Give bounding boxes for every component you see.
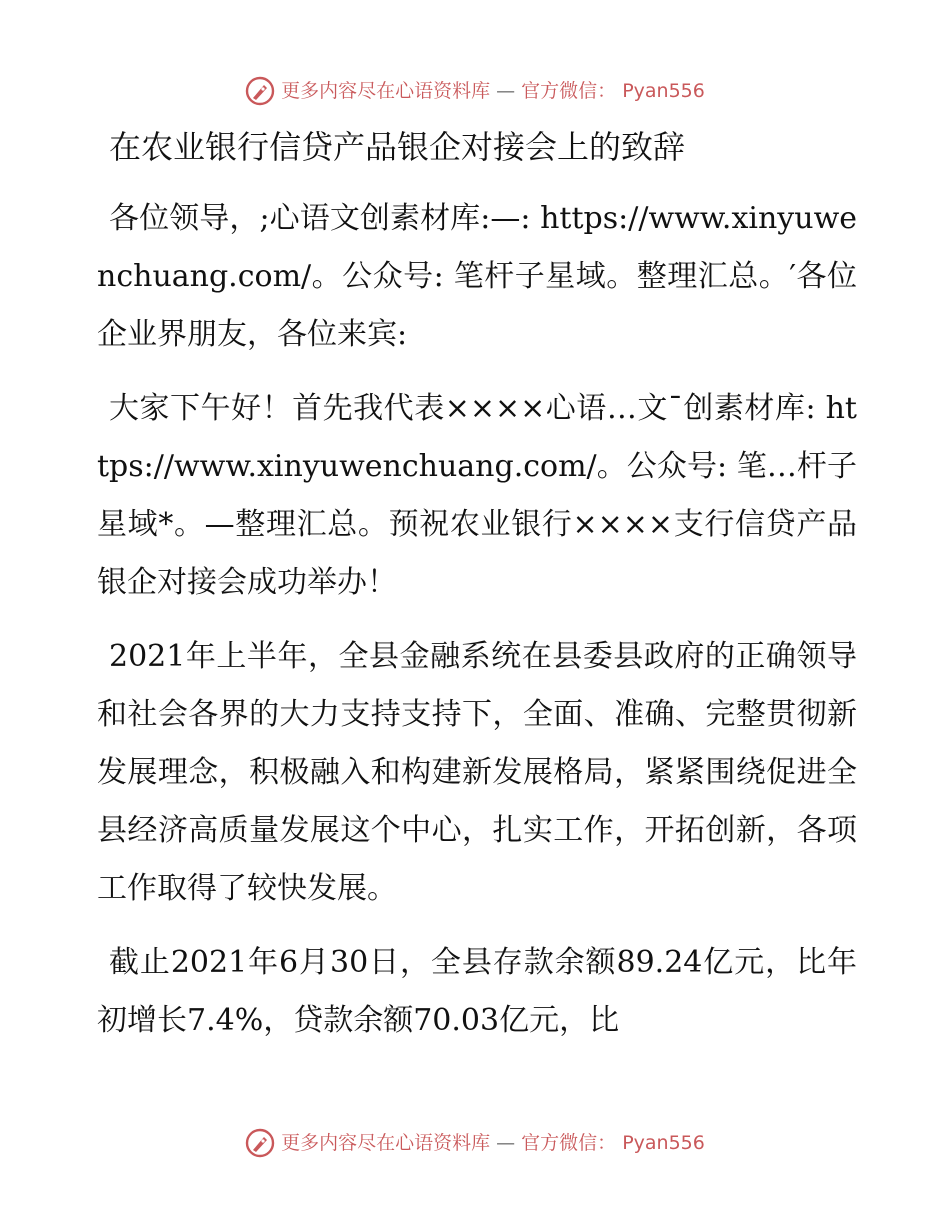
paragraph-opening: 大家下午好！首先我代表××××心语…文¯创素材库: https://www.xinyuwenchuang.com/。公众号: 笔…杆子星域*。—整理汇总。预祝农业银行××××支行信贷产品银企对接会成功举办！	[97, 391, 857, 600]
document-title: 在农业银行信贷产品银企对接会上的致辞	[109, 128, 686, 166]
banner-official-label: 官方微信：	[521, 1132, 617, 1154]
banner-dash: —	[496, 1132, 516, 1154]
banner-text: 更多内容尽在心语资料库	[281, 1132, 491, 1154]
document-body	[97, 122, 857, 1050]
header-banner	[0, 76, 950, 106]
paragraph-figures: 截止2021年6月30日，全县存款余额89.24亿元，比年初增长7.4%，贷款余额70.03亿元，比	[97, 945, 857, 1038]
banner-account: Pyan556	[622, 1132, 705, 1154]
banner-text: 更多内容尽在心语资料库	[281, 80, 491, 102]
pen-nib-logo-icon	[245, 1128, 275, 1158]
paragraph-overview: 2021年上半年，全县金融系统在县委县政府的正确领导和社会各界的大力支持支持下，全面、准确、完整贯彻新发展理念，积极融入和构建新发展格局，紧紧围绕促进全县经济高质量发展这个中心，扎实工作，开拓创新，各项工作取得了较快发展。	[97, 639, 857, 906]
paragraph-greeting: 各位领导，;心语文创素材库:—: https://www.xinyuwenchuang.com/。公众号: 笔杆子星域。整理汇总。′各位企业界朋友，各位来宾:	[97, 201, 857, 352]
banner-official-label: 官方微信：	[521, 80, 617, 102]
banner-dash: —	[496, 80, 516, 102]
banner-account: Pyan556	[622, 80, 705, 102]
pen-nib-logo-icon	[245, 76, 275, 106]
footer-banner	[0, 1128, 950, 1158]
